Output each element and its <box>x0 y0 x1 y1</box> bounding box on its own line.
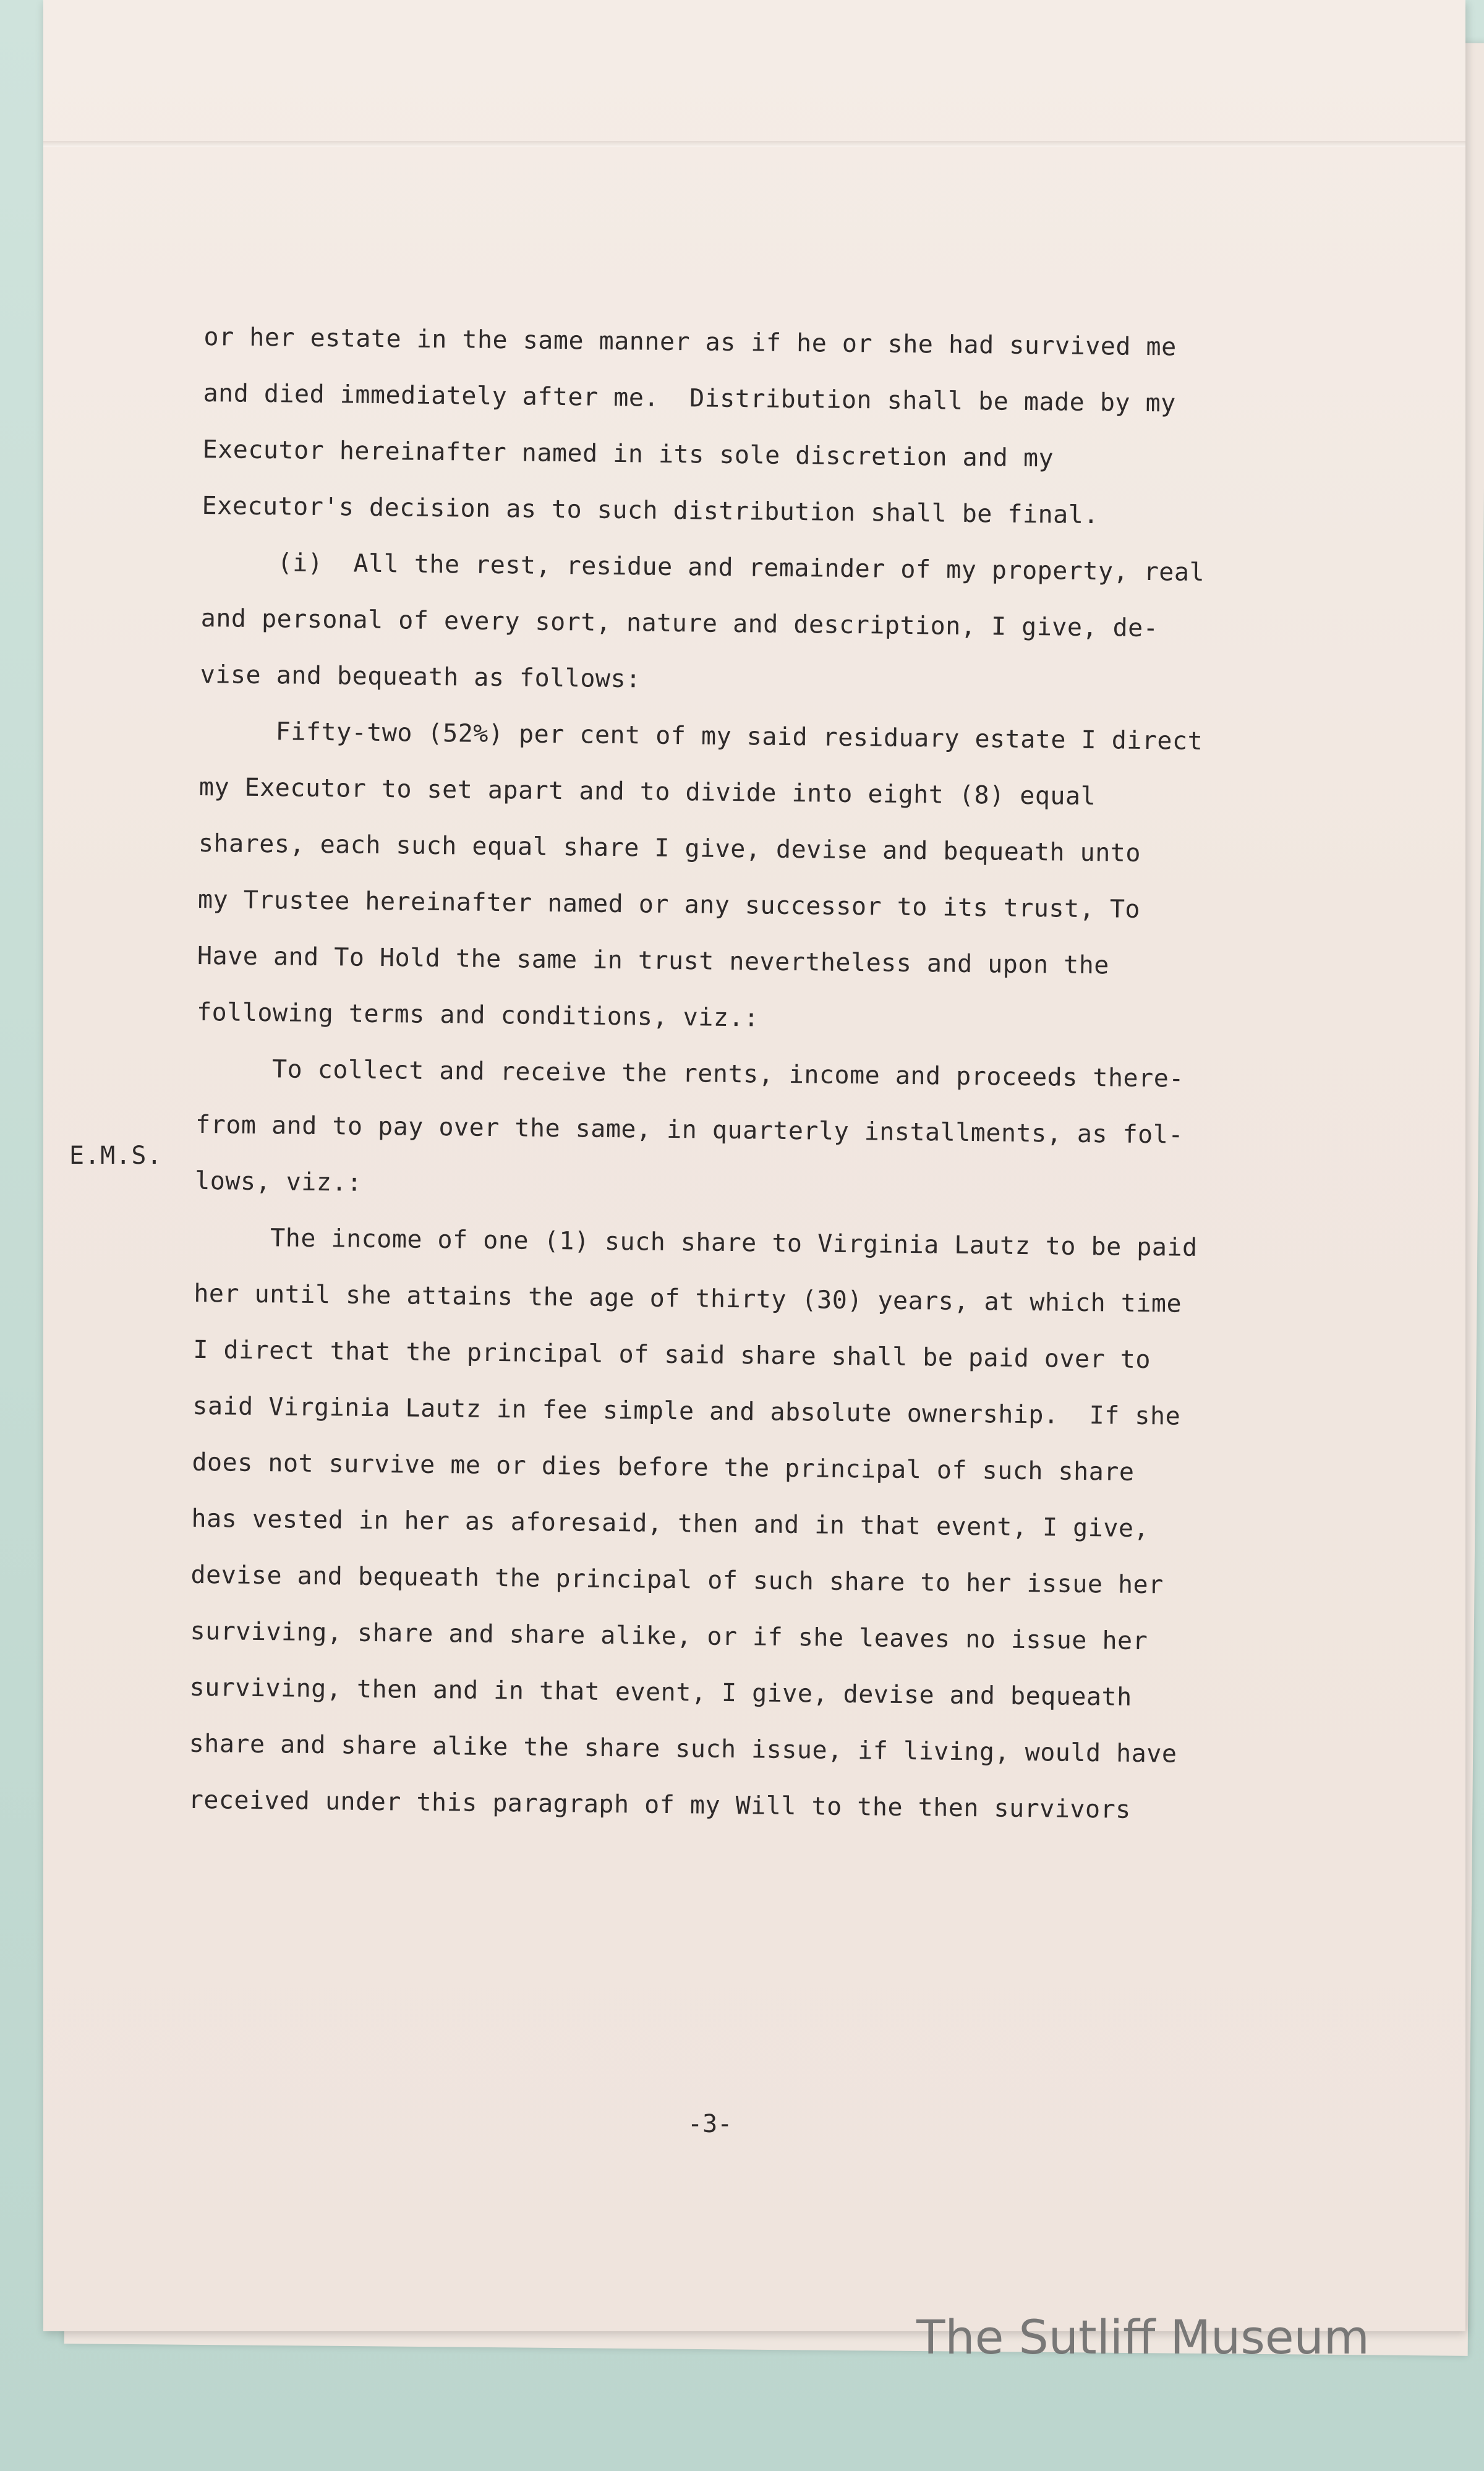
text-line: my Executor to set apart and to divide into eight (8) equal <box>198 772 1096 811</box>
text-line: lows, viz.: <box>194 1166 362 1197</box>
text-line: Fifty-two (52%) per cent of my said residuary estate I direct <box>199 716 1203 756</box>
text-line: Have and To Hold the same in trust nevertheless and upon the <box>197 941 1110 980</box>
text-line: and died immediately after me. Distribution shall be made by my <box>203 378 1176 418</box>
text-line: shares, each such equal share I give, devise and bequeath unto <box>198 829 1141 868</box>
text-line: devise and bequeath the principal of such share to her issue her <box>190 1560 1164 1600</box>
text-line: received under this paragraph of my Will to the then survivors <box>188 1785 1132 1824</box>
text-line: vise and bequeath as follows: <box>200 660 641 694</box>
museum-watermark: The Sutliff Museum <box>916 2310 1370 2365</box>
text-line: following terms and conditions, viz.: <box>196 997 759 1033</box>
text-line: The income of one (1) such share to Virginia Lautz to be paid <box>194 1223 1198 1262</box>
text-line: surviving, share and share alike, or if she leaves no issue her <box>190 1616 1148 1656</box>
text-line: or her estate in the same manner as if he or she had survived me <box>203 322 1177 362</box>
page-number: -3- <box>688 2110 733 2138</box>
document-body <box>188 309 1410 1841</box>
text-line: share and share alike the share such issue, if living, would have <box>189 1729 1177 1769</box>
margin-initials: E.M.S. <box>69 1142 163 1170</box>
text-line: has vested in her as aforesaid, then and in that event, I give, <box>191 1504 1149 1543</box>
text-line: I direct that the principal of said share shall be paid over to <box>193 1335 1151 1375</box>
text-line: does not survive me or dies before the principal of such share <box>192 1448 1135 1487</box>
page-fold <box>43 141 1465 147</box>
text-line: Executor hereinafter named in its sole discretion and my <box>202 435 1054 473</box>
text-line: surviving, then and in that event, I give, devise and bequeath <box>189 1673 1132 1712</box>
text-line: her until she attains the age of thirty (30) years, at which time <box>194 1279 1182 1318</box>
text-line: said Virginia Lautz in fee simple and absolute ownership. If she <box>192 1391 1181 1431</box>
text-line: my Trustee hereinafter named or any successor to its trust, To <box>197 885 1141 924</box>
text-line: from and to pay over the same, in quarterly installments, as fol- <box>195 1110 1184 1150</box>
text-line: Executor's decision as to such distribution shall be final. <box>202 491 1099 530</box>
text-line: and personal of every sort, nature and description, I give, de- <box>200 604 1159 643</box>
text-line: To collect and receive the rents, income and proceeds there- <box>195 1054 1185 1093</box>
text-line: (i) All the rest, residue and remainder of my property, real <box>201 547 1205 587</box>
